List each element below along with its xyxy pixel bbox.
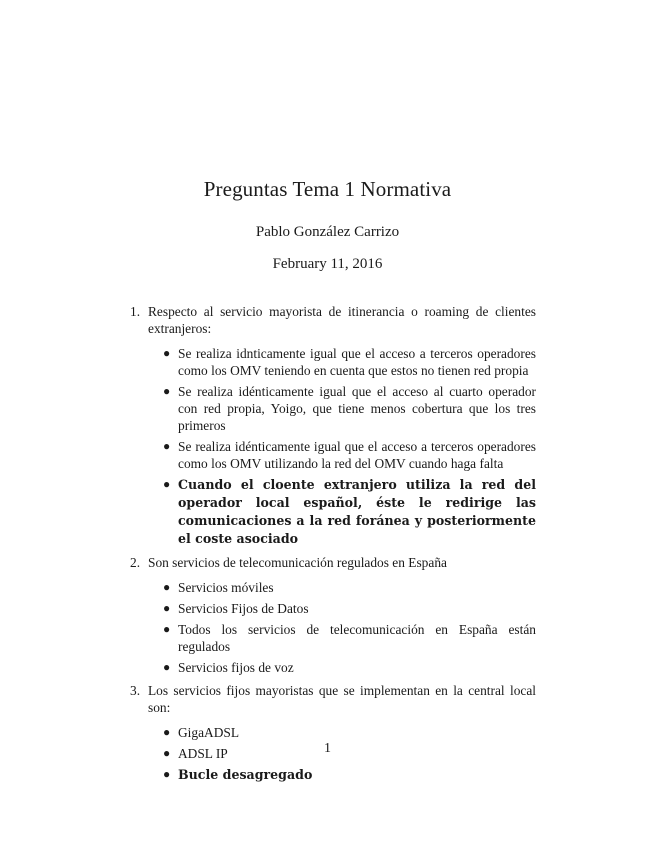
bullet-icon: ●: [163, 477, 171, 491]
option-item-correct: [0, 476, 655, 548]
bullet-icon: ●: [163, 439, 171, 453]
bullet-icon: ●: [163, 622, 171, 636]
option-text: Bucle desagregado: [178, 767, 313, 782]
bullet-icon: ●: [163, 601, 171, 615]
document-title: Preguntas Tema 1 Normativa: [203, 177, 452, 201]
bullet-icon: ●: [163, 384, 171, 398]
bullet-icon: ●: [163, 346, 171, 360]
question-number: 3.: [130, 683, 141, 698]
option-text: Se realiza idnticamente igual que el acceso a terceros operadores como los OMV teniendo en cuenta que estos no tienen red propia: [178, 346, 536, 378]
option-item: [0, 659, 655, 676]
option-text: Servicios fijos de voz: [178, 660, 294, 675]
option-item: [0, 438, 655, 472]
question-3: [0, 682, 655, 784]
option-list: [0, 579, 655, 676]
document-author: Pablo González Carrizo: [255, 224, 400, 240]
option-text: Servicios Fijos de Datos: [178, 601, 309, 616]
option-item: [0, 383, 655, 434]
option-text: Se realiza idénticamente igual que el acceso a terceros operadores como los OMV utilizando la red del OMV cuando haga falta: [178, 439, 536, 471]
question-list: [0, 303, 655, 788]
question-number: 1.: [130, 304, 141, 319]
question-text: Respecto al servicio mayorista de itinerancia o roaming de clientes extranjeros:: [148, 304, 536, 336]
option-item: [0, 600, 655, 617]
question-1: [0, 303, 655, 548]
option-text: ADSL IP: [178, 746, 228, 761]
bullet-icon: ●: [163, 725, 171, 739]
bullet-icon: ●: [163, 660, 171, 674]
option-text: Se realiza idénticamente igual que el acceso al cuarto operador con red propia, Yoigo, que tiene menos cobertura que los tres primeros: [178, 384, 536, 433]
question-text: Los servicios fijos mayoristas que se implementan en la central local son:: [148, 683, 536, 715]
option-item: [0, 345, 655, 379]
document-date: February 11, 2016: [272, 256, 383, 272]
option-text: GigaADSL: [178, 725, 239, 740]
option-item: [0, 579, 655, 596]
question-number: 2.: [130, 555, 141, 570]
option-text: Servicios móviles: [178, 580, 274, 595]
bullet-icon: ●: [163, 767, 171, 781]
bullet-icon: ●: [163, 580, 171, 594]
question-text: Son servicios de telecomunicación regulados en España: [148, 555, 447, 570]
option-text: Todos los servicios de telecomunicación en España están regulados: [178, 622, 536, 654]
option-item: [0, 724, 655, 741]
page-number: 1: [324, 741, 331, 756]
option-item: [0, 621, 655, 655]
bullet-icon: ●: [163, 746, 171, 760]
option-item-correct: [0, 766, 655, 784]
question-2: [0, 554, 655, 676]
option-list: [0, 345, 655, 548]
option-text: Cuando el cloente extranjero utiliza la red del operador local español, éste le redirige las comunicaciones a la red foránea y posteriormente el coste asociado: [178, 477, 536, 546]
